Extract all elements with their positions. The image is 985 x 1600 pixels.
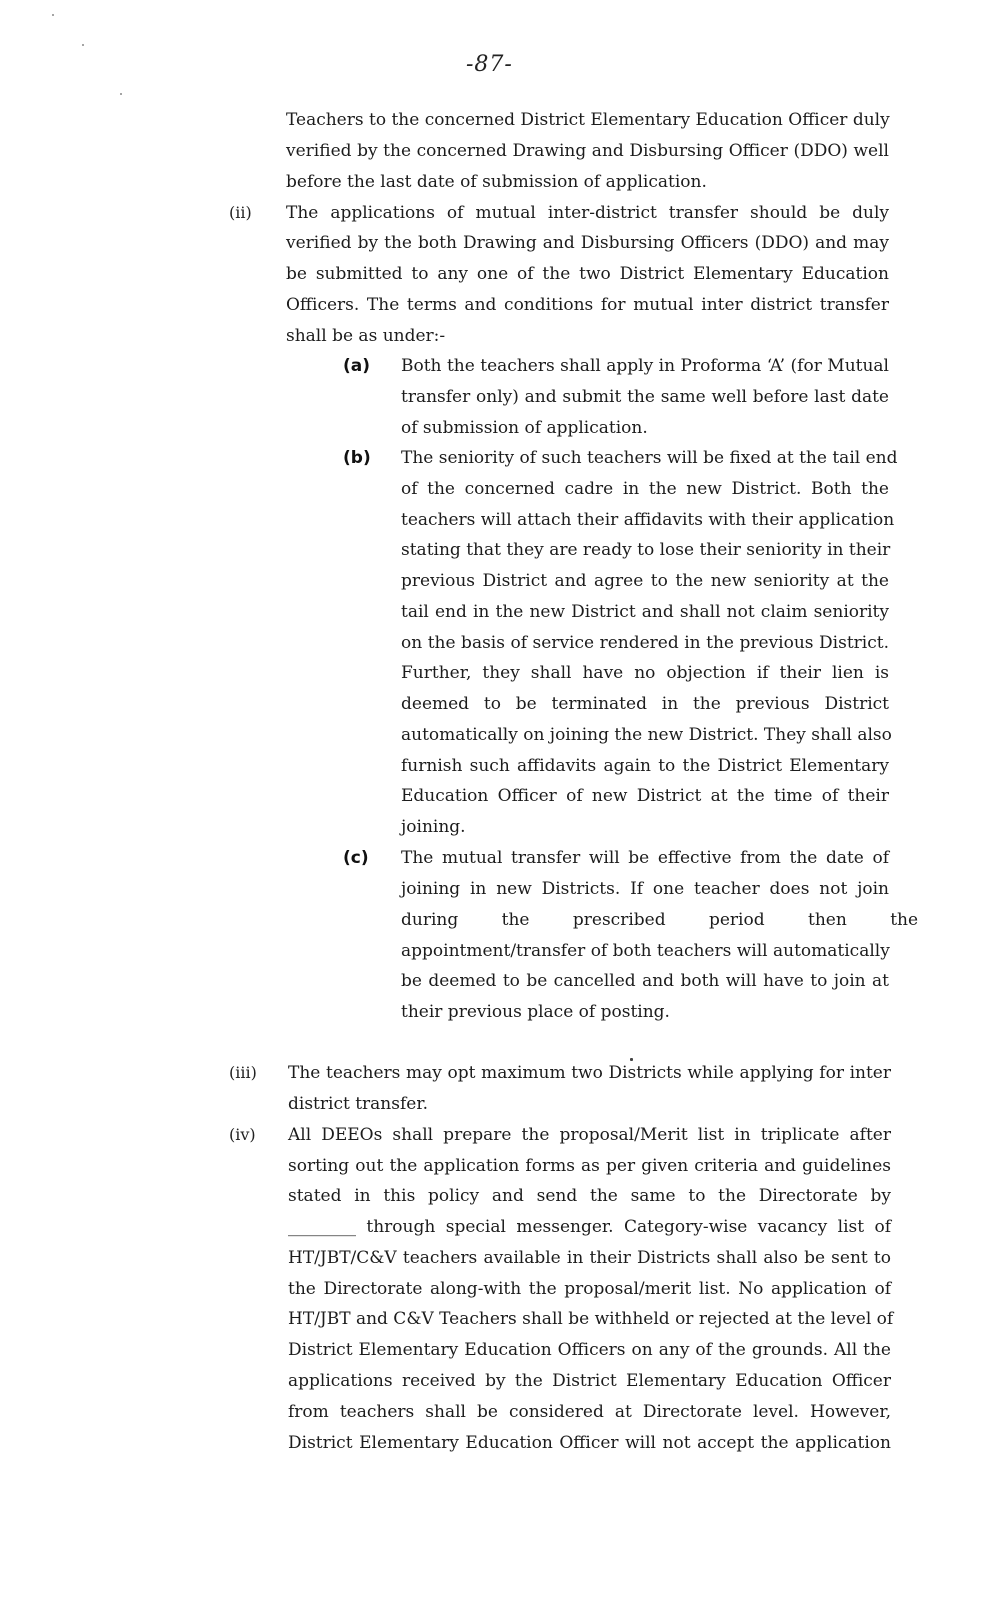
sub-item-b-line: furnish such affidavits again to the District Elementary [401,756,889,776]
item-iv-line: stated in this policy and send the same to the Directorate by [288,1186,891,1206]
item-ii-marker: (ii) [229,203,252,222]
item-iv-line: the Directorate along-with the proposal/merit list. No application of [288,1279,891,1299]
item-iv-line: HT/JBT and C&V Teachers shall be withheld or rejected at the level of [288,1309,894,1329]
item-iii-line: district transfer. [288,1094,428,1114]
sub-item-b-line: previous District and agree to the new seniority at the [401,571,889,591]
sub-item-b-line: of the concerned cadre in the new District. Both the [401,479,889,499]
item-ii-line: verified by the both Drawing and Disbursing Officers (DDO) and may [286,233,889,253]
sub-item-c-marker: (c) [343,848,369,868]
sub-item-a-line: Both the teachers shall apply in Proforma ‘A’ (for Mutual [401,356,889,376]
item-iv-line: HT/JBT/C&V teachers available in their Districts shall also be sent to [288,1248,891,1268]
item-ii-line: shall be as under:- [286,326,446,346]
item-ii-line: Officers. The terms and conditions for mutual inter district transfer [286,295,889,315]
sub-item-b-line: teachers will attach their affidavits with their application [401,510,895,530]
sub-item-b-line: tail end in the new District and shall not claim seniority [401,602,889,622]
scan-speck [82,44,84,46]
intro-line: verified by the concerned Drawing and Disbursing Officer (DDO) well [286,141,889,161]
intro-line: before the last date of submission of application. [286,172,707,192]
sub-item-b-line: Further, they shall have no objection if their lien is [401,663,889,683]
sub-item-a-line: of submission of application. [401,418,648,438]
sub-item-b-marker: (b) [343,448,371,468]
item-ii-line: be submitted to any one of the two District Elementary Education [286,264,889,284]
item-ii-line: The applications of mutual inter-district transfer should be duly [286,203,889,223]
sub-item-c-line: during the prescribed period then the [401,910,919,930]
scan-speck [120,93,122,95]
item-iv-marker: (iv) [229,1125,256,1144]
scan-speck [630,1058,633,1061]
sub-item-c-line: joining in new Districts. If one teacher does not join [401,879,889,899]
sub-item-b-line: deemed to be terminated in the previous District [401,694,889,714]
sub-item-b-line: automatically on joining the new District. They shall also [401,725,892,745]
sub-item-c-line: their previous place of posting. [401,1002,670,1022]
sub-item-c-line: The mutual transfer will be effective from the date of [401,848,889,868]
sub-item-b-line: Education Officer of new District at the time of their [401,786,889,806]
item-iv-line: sorting out the application forms as per given criteria and guidelines [288,1156,891,1176]
sub-item-c-line: appointment/transfer of both teachers will automatically [401,941,890,961]
item-iv-line: ________ through special messenger. Category-wise vacancy list of [288,1217,891,1237]
item-iii-marker: (iii) [229,1063,257,1082]
sub-item-b-line: stating that they are ready to lose their seniority in their [401,540,891,560]
page-number: -87- [466,52,513,77]
sub-item-b-line: joining. [401,817,466,837]
item-iv-line: applications received by the District Elementary Education Officer [288,1371,891,1391]
intro-line: Teachers to the concerned District Elementary Education Officer duly [286,110,890,130]
item-iii-line: The teachers may opt maximum two Districts while applying for inter [288,1063,891,1083]
item-iv-line: District Elementary Education Officers on any of the grounds. All the [288,1340,891,1360]
sub-item-c-line: be deemed to be cancelled and both will have to join at [401,971,889,991]
sub-item-a-line: transfer only) and submit the same well before last date [401,387,889,407]
sub-item-b-line: The seniority of such teachers will be fixed at the tail end [401,448,898,468]
scan-speck [52,14,54,16]
item-iv-line: District Elementary Education Officer will not accept the application [288,1433,891,1453]
sub-item-a-marker: (a) [343,356,371,376]
sub-item-b-line: on the basis of service rendered in the previous District. [401,633,889,653]
item-iv-line: from teachers shall be considered at Directorate level. However, [288,1402,891,1422]
item-iv-line: All DEEOs shall prepare the proposal/Merit list in triplicate after [288,1125,891,1145]
